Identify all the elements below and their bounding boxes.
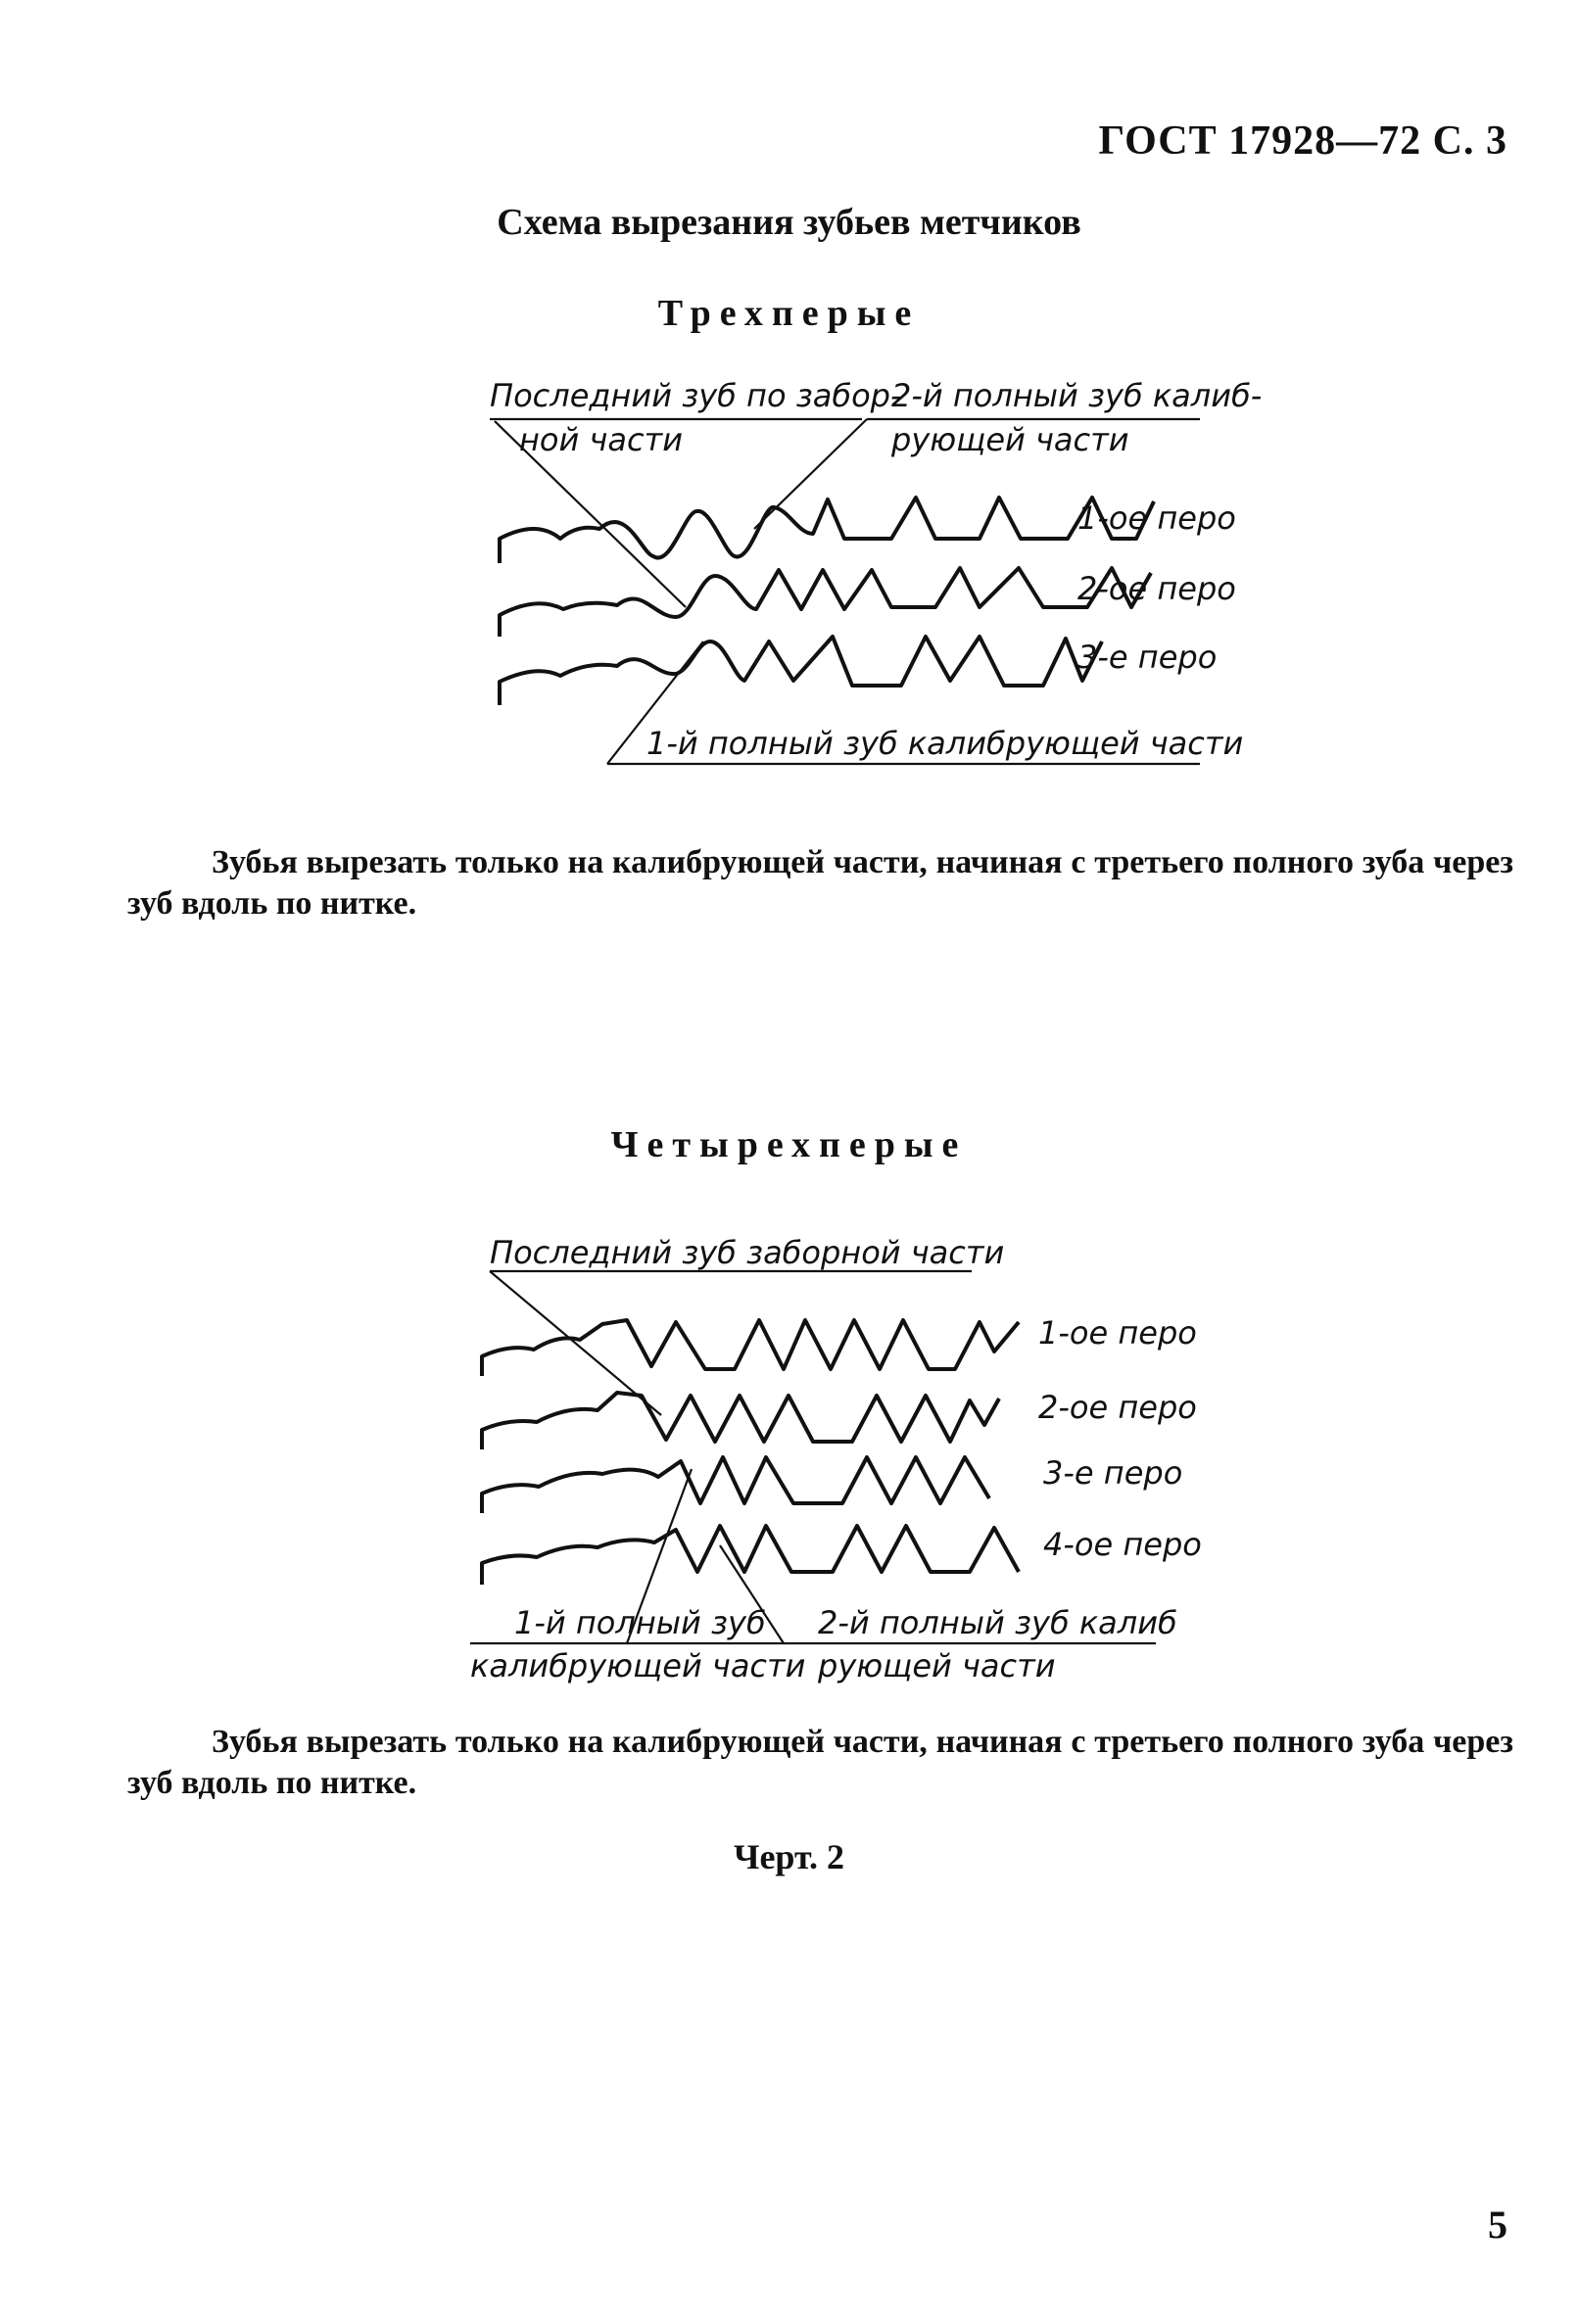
flute-profile-row-2 bbox=[500, 568, 1151, 637]
label-last-tooth-line2: ной части bbox=[519, 421, 684, 458]
flute-profile-row-1 bbox=[500, 498, 1154, 563]
label-second-full-tooth-line2: рующей части bbox=[818, 1647, 1056, 1684]
label-last-tooth-line1: Последний зуб по забор- bbox=[490, 377, 902, 414]
leader-line bbox=[754, 419, 867, 529]
label-last-tooth: Последний зуб заборной части bbox=[490, 1234, 1005, 1271]
note-four-flute: Зубья вырезать только на калибрующей части, начиная с третьего полного зуба через зуб вдоль по нитке. bbox=[127, 1724, 1513, 1801]
label-second-tooth-line1: 2-й полный зуб калиб- bbox=[891, 377, 1263, 414]
flute-profile-row-4 bbox=[482, 1526, 1019, 1585]
label-second-tooth-line2: рующей части bbox=[891, 421, 1129, 458]
label-first-full-tooth-line2: калибрующей части bbox=[470, 1647, 806, 1684]
page-title: Схема вырезания зубьев метчиков bbox=[497, 202, 1081, 243]
label-second-full-tooth-line1: 2-й полный зуб калиб bbox=[818, 1604, 1177, 1641]
section-title-three-flute: Трехперые bbox=[657, 293, 921, 334]
three-flute-diagram bbox=[490, 377, 1262, 764]
label-first-full-tooth: 1-й полный зуб калибрующей части bbox=[646, 725, 1244, 762]
flute-profile-row-3 bbox=[500, 637, 1102, 705]
row-label: 3-е перо bbox=[1077, 639, 1218, 676]
page-header: ГОСТ 17928—72 С. 3 bbox=[1098, 119, 1507, 164]
row-label: 4-ое перо bbox=[1043, 1526, 1202, 1563]
figure-caption: Черт. 2 bbox=[734, 1837, 844, 1876]
flute-profile-row-1 bbox=[482, 1320, 1019, 1376]
row-label: 3-е перо bbox=[1043, 1454, 1183, 1492]
flute-profile-row-3 bbox=[482, 1457, 989, 1513]
section-title-four-flute: Четырехперые bbox=[610, 1124, 968, 1165]
row-label: 2-ое перо bbox=[1077, 570, 1236, 607]
note-three-flute: Зубья вырезать только на калибрующей части, начиная с третьего полного зуба через зуб вдоль по нитке. bbox=[127, 844, 1513, 922]
row-label: 2-ое перо bbox=[1038, 1389, 1197, 1426]
four-flute-diagram bbox=[470, 1234, 1202, 1684]
row-label: 1-ое перо bbox=[1077, 499, 1236, 537]
flute-profile-row-2 bbox=[482, 1393, 999, 1449]
page-number: 5 bbox=[1488, 2203, 1507, 2247]
row-label: 1-ое перо bbox=[1038, 1314, 1197, 1352]
label-first-full-tooth-line1: 1-й полный зуб bbox=[514, 1604, 766, 1641]
